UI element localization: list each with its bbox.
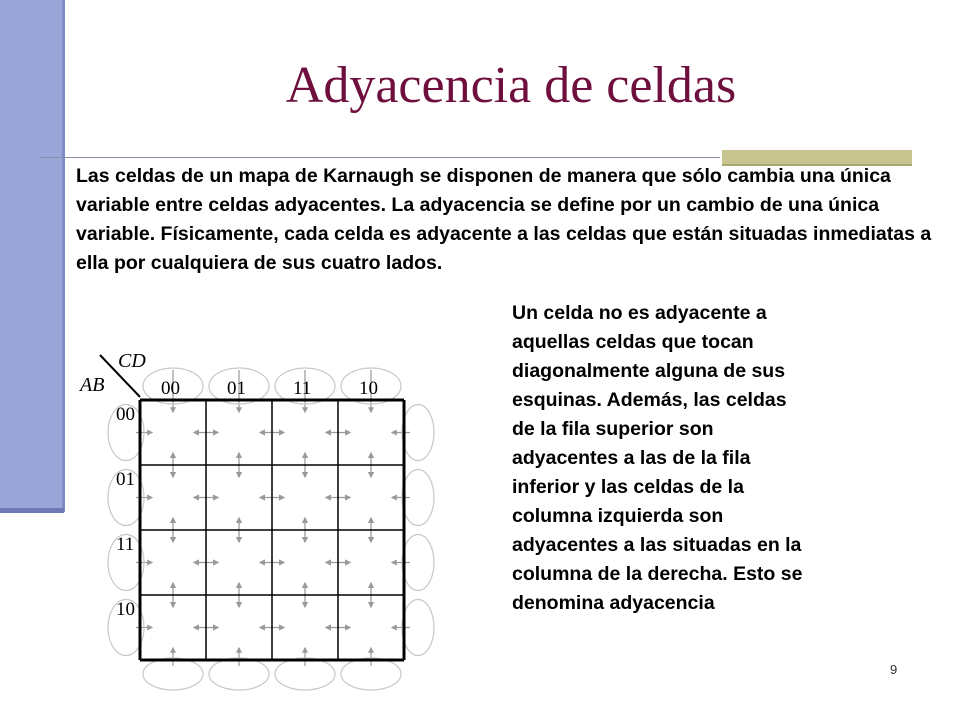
slide-title: Adyacencia de celdas — [285, 57, 737, 114]
sidebar-shadow — [0, 508, 64, 513]
side-note: Un celda no es adyacente a aquellas celdas que tocan diagonalmente alguna de sus esquinas. Además, las celdas de la fila superior son adyacentes a las de la fila inferior y las celdas de la columna izquierda son adyacentes a las situadas en la columna de la derecha. Esto se denomina adyacencia — [512, 302, 803, 614]
column-label: 11 — [293, 378, 312, 399]
row-label: 11 — [116, 534, 135, 555]
page-number: 9 — [890, 662, 898, 677]
kmap-grid — [140, 400, 404, 660]
wrap-around-loops — [108, 368, 434, 690]
col-variable-label: CD — [118, 350, 146, 372]
body-paragraph: Las celdas de un mapa de Karnaugh se disponen de manera que sólo cambia una única variable entre celdas adyacentes. La adyacencia se define por un cambio de una única variable. Físicamente, cada celda es adyacente a las celdas que están situadas inmediatas a ella por cualquiera de sus cuatro lados. — [76, 165, 932, 274]
row-variable-label: AB — [80, 374, 105, 396]
row-label: 01 — [116, 469, 135, 490]
row-label: 10 — [116, 599, 135, 620]
row-label: 00 — [116, 404, 135, 425]
column-label: 00 — [161, 378, 180, 399]
sidebar-decoration — [0, 0, 65, 512]
column-label: 10 — [359, 378, 378, 399]
karnaugh-map — [78, 345, 448, 715]
title-divider — [40, 157, 720, 158]
column-label: 01 — [227, 378, 246, 399]
